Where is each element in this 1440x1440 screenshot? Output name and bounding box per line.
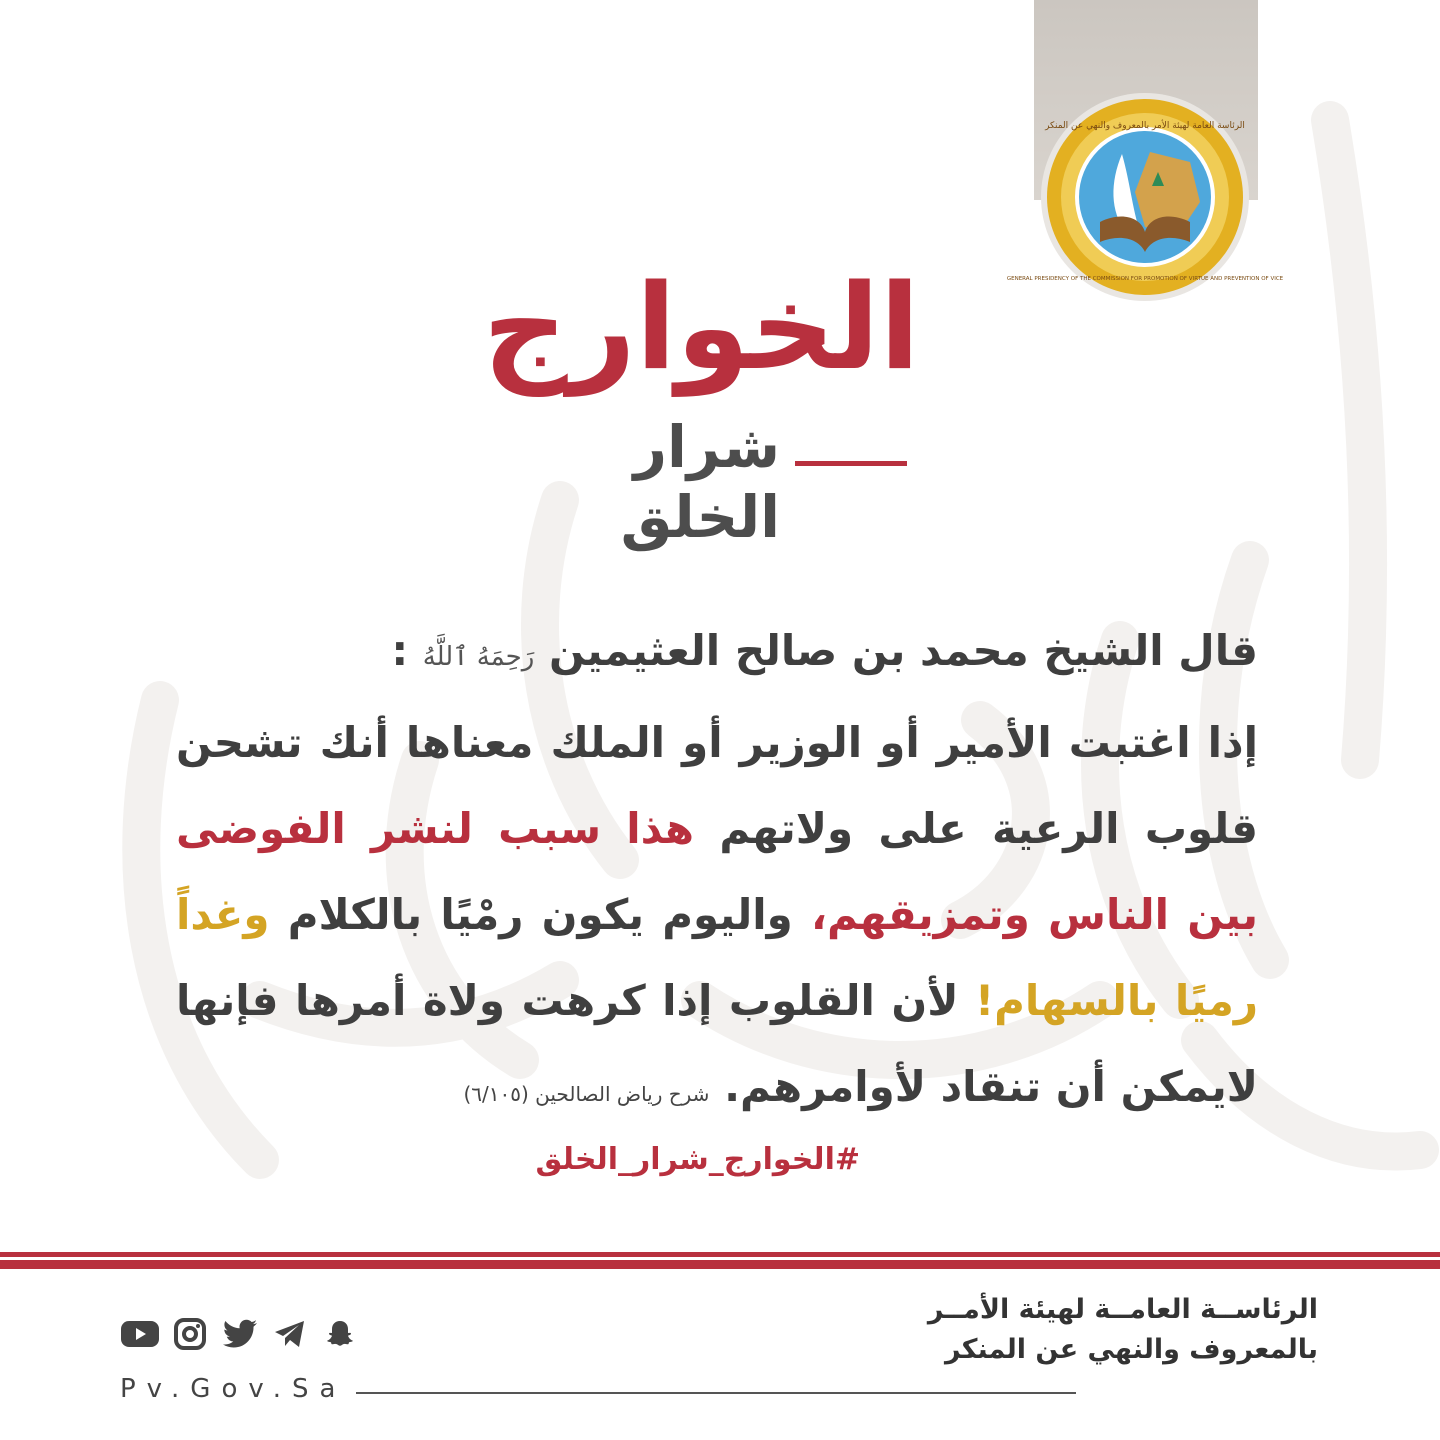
website-underline	[356, 1392, 1076, 1394]
quote-part-2: واليوم يكون رمْيًا بالكلام	[287, 890, 793, 939]
main-title: الخوارج	[482, 258, 920, 396]
honorific-text: رَحِمَهُ ٱللَّهُ	[422, 642, 535, 672]
footer-red-rule-thick	[0, 1260, 1440, 1269]
quote-part-1: إذا اغتبت الأمير أو الوزير أو الملك معناها أنك تشحن قلوب الرعية على ولاتهم	[176, 718, 1259, 853]
snapchat-icon[interactable]	[320, 1314, 360, 1354]
footer-org-line-1: الرئاســة العامــة لهيئة الأمــر	[927, 1294, 1318, 1325]
youtube-icon[interactable]	[120, 1314, 160, 1354]
quote-body	[176, 608, 1258, 1137]
footer-org-line-2: بالمعروف والنهي عن المنكر	[945, 1334, 1318, 1365]
quote-highlight-gold: وغداً رميًا بالسهام!	[176, 890, 1258, 1025]
telegram-icon[interactable]	[270, 1314, 310, 1354]
quote-part-3: لأن القلوب إذا كرهت ولاة أمرها فإنها لايمكن أن تنقاد لأوامرهم.	[176, 976, 1258, 1111]
hashtag-link[interactable]: #الخوارج_شرار_الخلق	[535, 1142, 860, 1177]
subtitle-underline	[795, 461, 907, 466]
instagram-icon[interactable]	[170, 1314, 210, 1354]
quote-intro: قال الشيخ محمد بن صالح العثيمين	[548, 626, 1258, 675]
twitter-icon[interactable]	[220, 1314, 260, 1354]
quote-intro-colon: :	[391, 626, 409, 675]
website-link[interactable]: Pv.Gov.Sa	[120, 1374, 347, 1404]
subtitle: شرار الخلق	[620, 413, 780, 551]
footer-org-name	[900, 1290, 1318, 1370]
footer-red-rule	[0, 1252, 1440, 1257]
logo-english-text: GENERAL PRESIDENCY OF THE COMMISSION FOR PROMOTION OF VIRTUE AND PREVENTION OF VICE	[1006, 276, 1284, 282]
logo-arabic-text: الرئاسة العامة لهيئة الأمر بالمعروف والنهي عن المنكر	[1045, 121, 1245, 131]
social-icons	[120, 1314, 360, 1354]
quote-source: شرح رياض الصالحين (٦/١٠٥)	[463, 1082, 710, 1106]
commission-emblem-icon	[1006, 92, 1284, 302]
quote-highlight-red: هذا سبب لنشر الفوضى بين الناس وتمزيقهم،	[176, 804, 1259, 939]
